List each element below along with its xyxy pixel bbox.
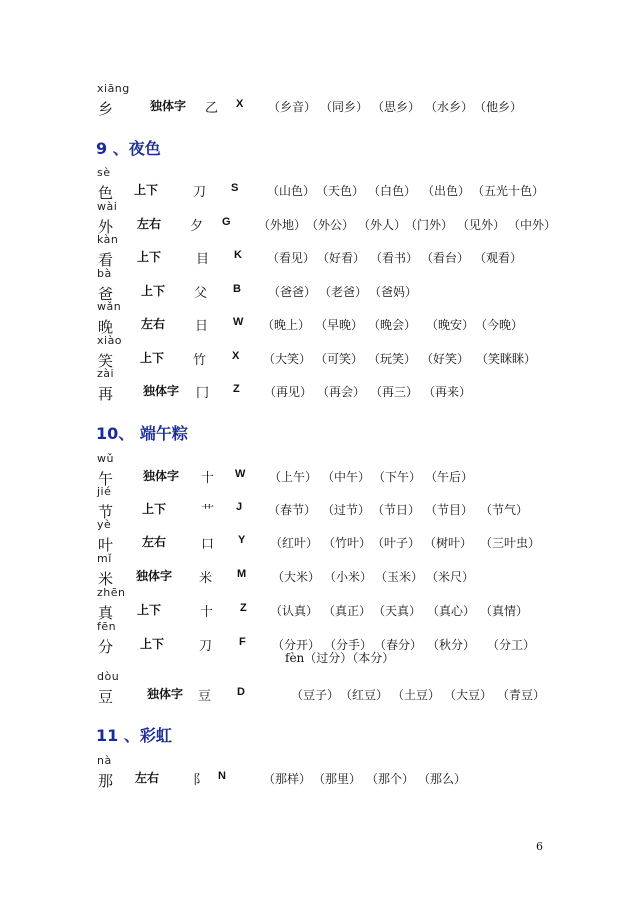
character: 米 <box>98 570 114 588</box>
word-phrase: （五光十色） <box>472 184 545 198</box>
word-phrase: （三叶虫） <box>480 536 541 550</box>
word-phrase: （今晚） <box>475 318 524 332</box>
word-phrase: （土豆） <box>392 688 441 702</box>
structure: 左右 <box>142 535 167 549</box>
word-phrase: （白色） <box>368 184 417 198</box>
word-phrase: （分手） <box>324 638 373 652</box>
word-phrase: （天色） <box>316 184 365 198</box>
character: 乡 <box>98 100 114 118</box>
pinyin: zài <box>97 367 115 380</box>
character: 真 <box>98 604 114 622</box>
character-row <box>0 367 640 411</box>
word-phrase: （豆子） <box>291 688 340 702</box>
word-phrase: （门外） <box>405 218 454 232</box>
word-phrase: （同乡） <box>320 100 369 114</box>
radical: 刀 <box>193 185 207 200</box>
pinyin: sè <box>97 166 111 179</box>
word-phrase: （竹叶） <box>323 536 372 550</box>
structure: 独体字 <box>150 99 187 113</box>
initial-letter: W <box>235 468 246 480</box>
radical: 十 <box>201 471 215 486</box>
pinyin: wǔ <box>97 452 114 465</box>
word-phrase: （早晚） <box>315 318 364 332</box>
radical: 刀 <box>199 639 213 654</box>
radical: 口 <box>201 537 215 552</box>
word-phrase: （米尺） <box>426 570 475 584</box>
structure: 上下 <box>141 284 166 298</box>
word-phrase: （见外） <box>457 218 506 232</box>
character-row <box>0 82 640 126</box>
character: 色 <box>98 184 114 202</box>
word-phrase: （大米） <box>272 570 321 584</box>
word-phrase: （节气） <box>480 503 529 517</box>
radical: 父 <box>194 286 208 301</box>
word-phrase: （小米） <box>324 570 373 584</box>
word-phrase: （再见） <box>264 385 313 399</box>
word-phrase: （观看） <box>474 251 523 265</box>
word-phrase: （中午） <box>322 470 371 484</box>
character: 看 <box>98 251 114 269</box>
word-phrase: （外地） <box>258 218 307 232</box>
character: 笑 <box>98 352 114 370</box>
word-phrase: （外公） <box>306 218 355 232</box>
word-phrase: （水乡） <box>425 100 474 114</box>
word-phrase: （看见） <box>267 251 316 265</box>
pinyin: wǎn <box>97 300 122 313</box>
word-phrase: （乡音） <box>268 100 317 114</box>
word-phrase: （叶子） <box>372 536 421 550</box>
word-phrase: （秋分） <box>427 638 476 652</box>
word-phrase: （思乡） <box>372 100 421 114</box>
character-row <box>0 670 640 714</box>
initial-letter: K <box>234 249 242 261</box>
word-phrase: （节日） <box>372 503 421 517</box>
structure: 上下 <box>137 250 162 264</box>
character: 再 <box>98 385 114 403</box>
word-phrase: （上午） <box>269 470 318 484</box>
word-phrase: （那么） <box>418 772 467 786</box>
pinyin: nà <box>97 754 112 767</box>
word-phrase: （老爸） <box>319 285 368 299</box>
word-phrase: （再三） <box>370 385 419 399</box>
word-phrase: （大豆） <box>444 688 493 702</box>
structure: 独体字 <box>136 569 173 583</box>
word-phrase: （晚安） <box>426 318 475 332</box>
word-phrase: （分工） <box>487 638 536 652</box>
word-phrase: （下午） <box>373 470 422 484</box>
word-phrase: （再会） <box>317 385 366 399</box>
initial-letter: Z <box>240 602 247 614</box>
radical: 乙 <box>205 101 219 116</box>
initial-letter: X <box>236 98 244 110</box>
initial-letter: Z <box>233 383 240 395</box>
character: 午 <box>98 470 114 488</box>
word-phrase: （红豆） <box>340 688 389 702</box>
character: 分 <box>98 638 114 656</box>
word-phrase: （天真） <box>373 604 422 618</box>
word-phrase: （认真） <box>270 604 319 618</box>
character: 那 <box>98 772 114 790</box>
character: 叶 <box>98 536 114 554</box>
word-phrase: （那个） <box>366 772 415 786</box>
initial-letter: F <box>239 636 246 648</box>
word-phrase: （再来） <box>423 385 472 399</box>
word-phrase: （真正） <box>323 604 372 618</box>
character: 晚 <box>98 318 114 336</box>
word-phrase: （大笑） <box>263 352 312 366</box>
word-phrase: （外人） <box>358 218 407 232</box>
pinyin: xiào <box>97 334 123 347</box>
word-phrase: （过节） <box>322 503 371 517</box>
extra-reading: fèn（过分）（本分） <box>285 651 395 665</box>
word-phrase: （看书） <box>370 251 419 265</box>
initial-letter: Y <box>238 534 246 546</box>
radical: 目 <box>196 252 210 267</box>
pinyin: jié <box>97 485 112 498</box>
pinyin: yè <box>97 518 112 531</box>
pinyin: fēn <box>97 620 117 633</box>
heading-9: 9 、夜色 <box>96 139 161 158</box>
word-phrase: （青豆） <box>497 688 546 702</box>
character: 外 <box>98 218 114 236</box>
word-phrase: （出色） <box>422 184 471 198</box>
radical: 冂 <box>196 386 210 401</box>
radical: 豆 <box>198 689 212 704</box>
radical: 米 <box>199 571 213 586</box>
pinyin: bà <box>97 267 112 280</box>
initial-letter: D <box>237 686 245 698</box>
word-phrase: （爸妈） <box>369 285 418 299</box>
initial-letter: G <box>222 216 231 228</box>
initial-letter: M <box>237 568 247 580</box>
word-phrase: （笑眯眯） <box>476 352 537 366</box>
structure: 独体字 <box>143 384 180 398</box>
initial-letter: J <box>236 501 243 513</box>
word-phrase: （真心） <box>427 604 476 618</box>
radical: 竹 <box>193 353 207 368</box>
radical: 艹 <box>201 504 215 519</box>
pinyin: wài <box>97 200 118 213</box>
word-phrase: （看台） <box>421 251 470 265</box>
word-phrase: （节目） <box>425 503 474 517</box>
word-phrase: （春节） <box>268 503 317 517</box>
initial-letter: X <box>232 350 240 362</box>
character-row <box>0 754 640 798</box>
heading-11: 11 、彩虹 <box>96 726 172 745</box>
word-phrase: （好看） <box>317 251 366 265</box>
word-phrase: （午后） <box>425 470 474 484</box>
word-phrase: （那里） <box>313 772 362 786</box>
pinyin: xiāng <box>97 82 130 95</box>
radical: 阝 <box>193 773 207 788</box>
radical: 日 <box>195 319 209 334</box>
initial-letter: S <box>231 182 239 194</box>
radical: 夕 <box>190 219 204 234</box>
structure: 独体字 <box>143 469 180 483</box>
character: 爸 <box>98 285 114 303</box>
initial-letter: N <box>218 770 226 782</box>
word-phrase: （玉米） <box>375 570 424 584</box>
structure: 上下 <box>134 183 159 197</box>
word-phrase: （山色） <box>267 184 316 198</box>
structure: 左右 <box>137 217 162 231</box>
structure: 左右 <box>141 317 166 331</box>
word-phrase: （爸爸） <box>268 285 317 299</box>
character-row <box>0 620 640 664</box>
word-phrase: （中外） <box>508 218 557 232</box>
radical: 十 <box>200 605 214 620</box>
word-phrase: （春分） <box>374 638 423 652</box>
structure: 上下 <box>140 637 165 651</box>
pinyin: mǐ <box>97 552 112 565</box>
structure: 上下 <box>142 502 167 516</box>
initial-letter: B <box>233 283 241 295</box>
word-phrase: （他乡） <box>474 100 523 114</box>
word-phrase: （晚会） <box>368 318 417 332</box>
structure: 上下 <box>137 603 162 617</box>
structure: 左右 <box>135 771 160 785</box>
pinyin: zhēn <box>97 586 126 599</box>
word-phrase: （可笑） <box>315 352 364 366</box>
word-phrase: （树叶） <box>424 536 473 550</box>
initial-letter: W <box>233 316 244 328</box>
word-phrase: （玩笑） <box>368 352 417 366</box>
word-phrase: （红叶） <box>270 536 319 550</box>
word-phrase: （晚上） <box>262 318 311 332</box>
character: 节 <box>98 503 114 521</box>
page-number: 6 <box>536 840 543 853</box>
pinyin: kàn <box>97 233 119 246</box>
word-phrase: （好笑） <box>421 352 470 366</box>
word-phrase: （分开） <box>272 638 321 652</box>
structure: 上下 <box>140 351 165 365</box>
word-phrase: （那样） <box>263 772 312 786</box>
pinyin: dòu <box>97 670 120 683</box>
character: 豆 <box>98 688 114 706</box>
heading-10: 10、 端午粽 <box>96 424 188 443</box>
structure: 独体字 <box>147 687 184 701</box>
word-phrase: （真情） <box>480 604 529 618</box>
